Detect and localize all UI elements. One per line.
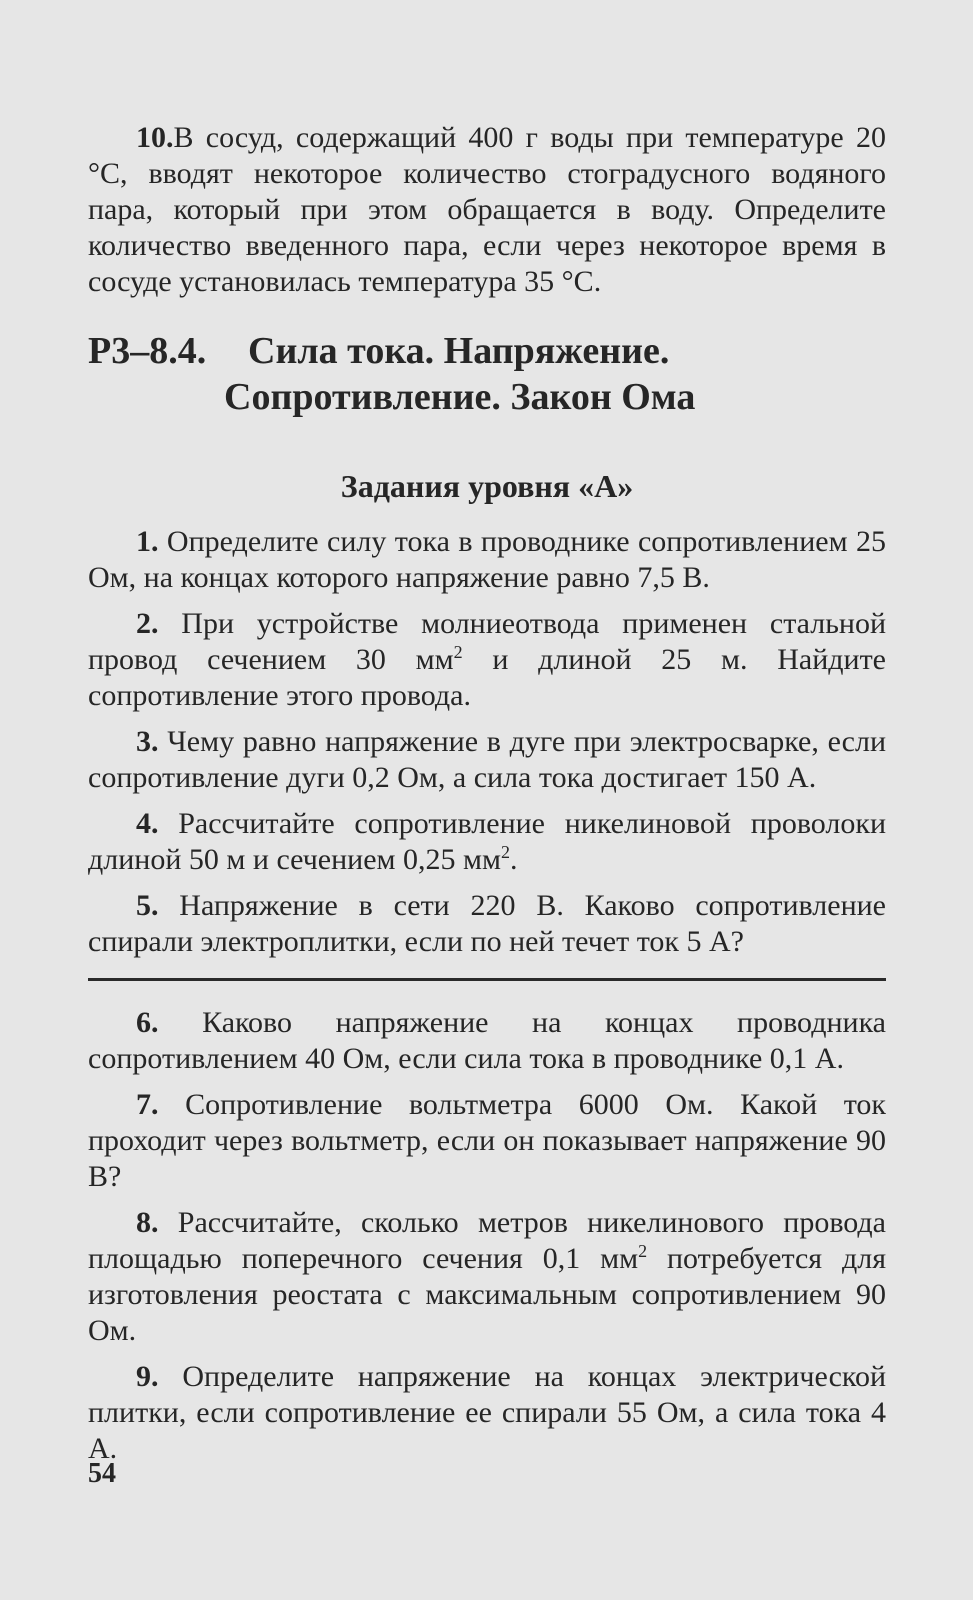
problem-10 [88,120,886,300]
problem-8 [88,1205,886,1349]
problem-number: 10. [136,121,174,154]
problem-text: Рассчитайте, сколько метров никелинового провода площадью поперечного сечения 0,1 мм [88,1206,886,1275]
problem-text: Чему равно напряжение в дуге при электросварке, если сопротивление дуги 0,2 Ом, а сила тока достигает 150 А. [88,725,887,794]
problem-text: Каково напряжение на концах проводника сопротивлением 40 Ом, если сила тока в проводнике 0,1 А. [88,1006,887,1075]
problem-number: 4. [136,807,159,840]
problem-3 [88,724,886,796]
problem-4 [88,806,886,878]
problem-number: 9. [136,1360,159,1393]
problem-text-continued: и длиной 25 м. Найдите сопротивление этого провода. [88,643,886,712]
problem-1 [88,524,886,596]
problem-text: Определите силу тока в проводнике сопротивлением 25 Ом, на концах которого напряжение равно 7,5 В. [88,525,886,594]
problem-2 [88,606,886,714]
problem-7 [88,1087,886,1195]
level-subheading: Задания уровня «А» [340,468,634,504]
page-content [88,120,886,1477]
page-number: 54 [88,1458,116,1489]
problem-text: В сосуд, содержащий 400 г воды при температуре 20 °С, вводят некоторое количество стоградусного водяного пара, который при этом обращается в воду. Определите количество введенного пара, если через некоторое время в сосуде установилась температура 35 °С. [88,121,886,298]
section-title-line-2: Сопротивление. Закон Ома [224,376,696,418]
problem-number: 7. [136,1088,159,1121]
section-divider [88,978,886,981]
problem-text: Сопротивление вольтметра 6000 Ом. Какой ток проходит через вольтметр, если он показывает напряжение 90 В? [88,1088,886,1193]
problem-number: 3. [136,725,159,758]
problem-text-continued: потребуется для изготовления реостата с максимальным сопротивлением 90 Ом. [88,1242,886,1347]
section-title [224,328,886,420]
problem-number: 5. [136,889,159,922]
problem-text-continued: . [509,843,518,876]
problem-text: Определите напряжение на концах электрической плитки, если сопротивление ее спирали 55 Ом, а сила тока 4 А. [88,1360,887,1465]
problem-number: 2. [136,607,159,640]
superscript: 2 [638,1241,648,1261]
problem-text: Рассчитайте сопротивление никелиновой проволоки длиной 50 м и сечением 0,25 мм [88,807,886,876]
problem-5 [88,888,886,960]
problem-6 [88,1005,886,1077]
problem-number: 1. [136,525,159,558]
section-heading [88,328,886,420]
problem-9 [88,1359,886,1467]
problem-text: При устройстве молниеотвода применен стальной провод сечением 30 мм [88,607,887,676]
problem-text: Напряжение в сети 220 В. Каково сопротивление спирали электроплитки, если по ней течет ток 5 А? [88,889,886,958]
section-title-line-1: Сила тока. Напряжение. [248,330,670,372]
problem-number: 8. [136,1206,159,1239]
problem-number: 6. [136,1006,159,1039]
superscript: 2 [500,842,510,862]
section-number: Р3–8.4. [88,330,207,372]
superscript: 2 [453,642,463,662]
